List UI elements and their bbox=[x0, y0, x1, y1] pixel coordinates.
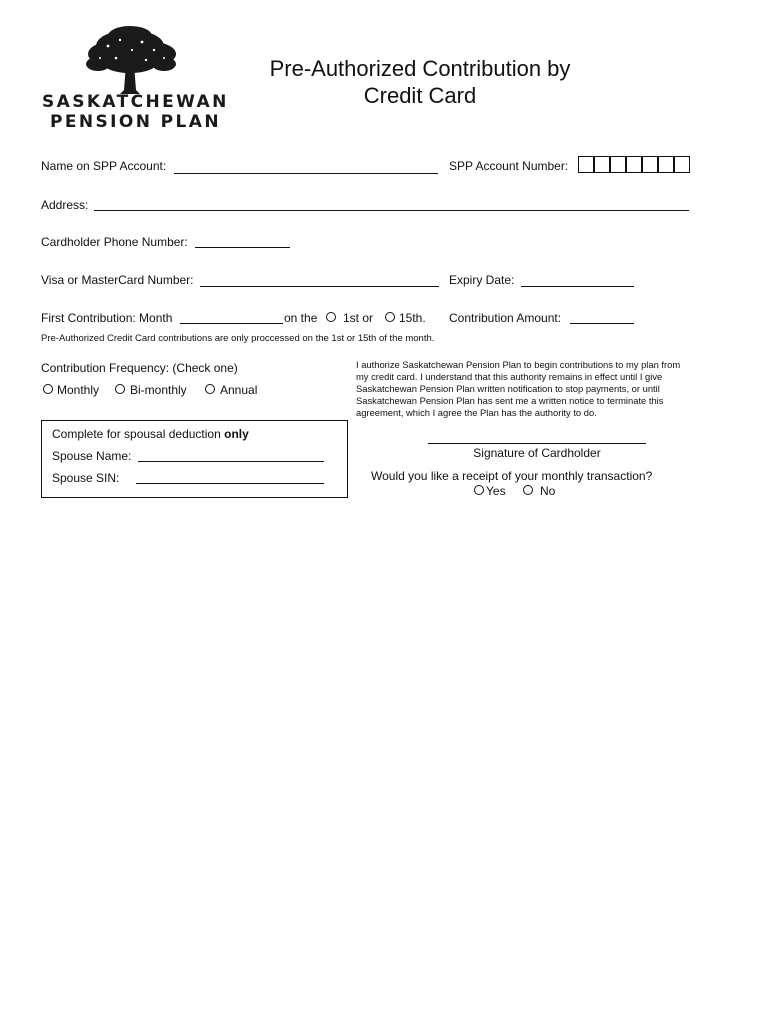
logo bbox=[40, 24, 230, 134]
phone-field[interactable] bbox=[195, 247, 290, 248]
bimonthly-label: Bi-monthly bbox=[130, 383, 187, 397]
authorization-line: Saskatchewan Pension Plan written notification to stop payments, or until bbox=[356, 383, 660, 394]
account-digit-box[interactable] bbox=[594, 156, 610, 173]
receipt-question: Would you like a receipt of your monthly transaction? bbox=[371, 469, 653, 483]
title-line2: Credit Card bbox=[363, 83, 477, 108]
name-label: Name on SPP Account: bbox=[41, 159, 167, 173]
signature-field[interactable] bbox=[428, 443, 646, 444]
form-title bbox=[240, 55, 600, 109]
account-digit-box[interactable] bbox=[626, 156, 642, 173]
account-digit-box[interactable] bbox=[642, 156, 658, 173]
name-field[interactable] bbox=[174, 173, 438, 174]
card-number-label: Visa or MasterCard Number: bbox=[41, 273, 194, 287]
logo-line2: PENSION PLAN bbox=[50, 112, 221, 132]
receipt-yes-radio[interactable] bbox=[474, 485, 484, 495]
authorization-line: agreement, which I agree the Plan has the authority to do. bbox=[356, 407, 597, 418]
spouse-sin-label: Spouse SIN: bbox=[52, 471, 120, 485]
tree-icon bbox=[80, 24, 180, 96]
account-number-label: SPP Account Number: bbox=[449, 159, 569, 173]
address-label: Address: bbox=[41, 198, 89, 212]
amount-field[interactable] bbox=[570, 323, 634, 324]
spousal-section bbox=[41, 420, 348, 498]
receipt-yes-label: Yes bbox=[486, 484, 506, 498]
account-digit-box[interactable] bbox=[674, 156, 690, 173]
amount-label: Contribution Amount: bbox=[449, 311, 562, 325]
day-1st-radio[interactable] bbox=[326, 312, 336, 322]
authorization-line: Saskatchewan Pension Plan has sent me a written notice to terminate this bbox=[356, 395, 664, 406]
on-the-label: on the bbox=[284, 311, 318, 325]
card-number-field[interactable] bbox=[200, 286, 439, 287]
spousal-heading bbox=[52, 427, 249, 441]
day-1st-label: 1st or bbox=[343, 311, 374, 325]
address-field[interactable] bbox=[94, 210, 689, 211]
day-15th-label: 15th. bbox=[399, 311, 426, 325]
spouse-name-label: Spouse Name: bbox=[52, 449, 132, 463]
monthly-label: Monthly bbox=[57, 383, 100, 397]
annual-label: Annual bbox=[220, 383, 258, 397]
first-contribution-month-field[interactable] bbox=[180, 323, 283, 324]
spousal-heading-text: Complete for spousal deduction bbox=[52, 427, 225, 441]
expiry-field[interactable] bbox=[521, 286, 634, 287]
logo-line1: SASKATCHEWAN bbox=[42, 92, 229, 112]
phone-label: Cardholder Phone Number: bbox=[41, 235, 188, 249]
spouse-name-field[interactable] bbox=[138, 461, 324, 462]
first-contribution-label: First Contribution: Month bbox=[41, 311, 173, 325]
authorization-line: I authorize Saskatchewan Pension Plan to begin contributions to my plan from bbox=[356, 359, 681, 370]
frequency-label: Contribution Frequency: (Check one) bbox=[41, 361, 238, 375]
account-digit-box[interactable] bbox=[610, 156, 626, 173]
monthly-radio[interactable] bbox=[43, 384, 53, 394]
signature-label: Signature of Cardholder bbox=[473, 446, 601, 460]
receipt-no-radio[interactable] bbox=[523, 485, 533, 495]
spouse-sin-field[interactable] bbox=[136, 483, 324, 484]
authorization-text bbox=[356, 359, 716, 419]
spousal-heading-bold: only bbox=[224, 427, 249, 441]
account-digit-box[interactable] bbox=[658, 156, 674, 173]
account-digit-box[interactable] bbox=[578, 156, 594, 173]
bimonthly-radio[interactable] bbox=[115, 384, 125, 394]
receipt-no-label: No bbox=[540, 484, 556, 498]
day-15th-radio[interactable] bbox=[385, 312, 395, 322]
expiry-label: Expiry Date: bbox=[449, 273, 515, 287]
authorization-line: my credit card. I understand that this authority remains in effect until I give bbox=[356, 371, 663, 382]
processing-notice: Pre-Authorized Credit Card contributions are only proccessed on the 1st or 15th of the month. bbox=[41, 333, 435, 344]
annual-radio[interactable] bbox=[205, 384, 215, 394]
title-line1: Pre-Authorized Contribution by bbox=[269, 56, 571, 81]
